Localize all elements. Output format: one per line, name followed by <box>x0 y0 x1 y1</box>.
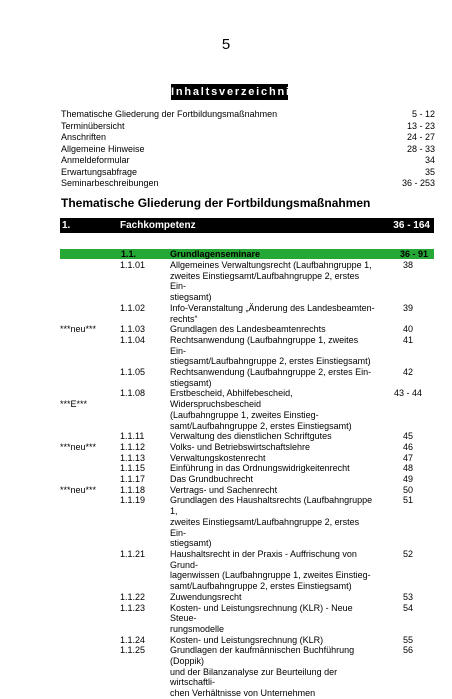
toc-entry-label: Anschriften <box>61 132 107 142</box>
course-title: Allgemeines Verwaltungsrecht (Laufbahngruppe 1, zweites Einstiegsamt/Laufbahngruppe 2, erstes Ein- stiegsamt) <box>170 260 372 303</box>
course-pages: 42 <box>402 367 413 378</box>
course-number: 1.1.23 <box>120 602 146 613</box>
course-title: Grundlagen der kaufmännischen Buchführung (Doppik) und der Bilanzanalyse zur Beurteilung der wirtschaftli- chen Verhältnisse von Unternehmen <box>170 645 355 699</box>
course-row[interactable] <box>60 463 434 474</box>
toc-entry-label: Allgemeine Hinweise <box>61 143 145 154</box>
course-title: Erstbescheid, Abhilfebescheid, Widerspruchsbescheid (Laufbahngruppe 1, zweites Einstieg- samt/Laufbahngruppe 2, erstes Einstiegsamt) <box>170 388 352 431</box>
toc-entry-label: Thematische Gliederung der Fortbildungsmaßnahmen <box>61 109 278 119</box>
course-title: Verwaltungskostenrecht <box>170 452 266 463</box>
course-number: 1.1.02 <box>120 302 146 313</box>
course-pages: 48 <box>402 463 413 474</box>
course-list <box>60 260 434 699</box>
course-pages: 43 - 44 <box>393 388 423 399</box>
course-row[interactable] <box>60 388 434 431</box>
course-title: Grundlagen des Haushaltsrechts (Laufbahngruppe 1, zweites Einstiegsamt/Laufbahngruppe 2, erstes Ein- stiegsamt) <box>170 495 373 549</box>
course-title: Einführung in das Ordnungswidrigkeitenrecht <box>170 463 350 474</box>
category-title: Fachkompetenz <box>120 220 196 231</box>
course-number: 1.1.18 <box>120 484 146 495</box>
course-row[interactable] <box>60 645 434 699</box>
page-number: 5 <box>221 36 231 53</box>
course-pages: 51 <box>402 495 413 506</box>
toc-entry-pages: 5 - 12 <box>411 109 435 119</box>
course-number: 1.1.15 <box>120 463 146 474</box>
course-pages: 55 <box>402 634 413 645</box>
course-row[interactable] <box>60 485 434 496</box>
toc-entry-label: Terminübersicht <box>61 120 125 131</box>
course-pages: 45 <box>402 431 413 442</box>
course-tag: ***neu*** <box>60 441 97 452</box>
toc-entry[interactable] <box>61 167 435 179</box>
course-number: 1.1.25 <box>120 645 146 656</box>
course-row[interactable] <box>60 549 434 592</box>
course-title: Zuwendungsrecht <box>170 591 242 602</box>
course-tag: ***neu*** <box>60 324 97 335</box>
course-title: Verwaltung des dienstlichen Schriftgutes <box>170 431 332 442</box>
course-title: Volks- und Betriebswirtschaftslehre <box>170 441 311 452</box>
course-pages: 56 <box>402 645 413 656</box>
course-number: 1.1.11 <box>120 431 145 442</box>
toc-entry-pages: 36 - 253 <box>401 178 435 188</box>
course-pages: 52 <box>402 548 413 559</box>
course-title: Rechtsanwendung (Laufbahngruppe 1, zweites Ein- stiegsamt/Laufbahngruppe 2, erstes Einstiegsamt) <box>170 334 371 367</box>
course-pages: 38 <box>402 260 413 270</box>
course-number: 1.1.22 <box>120 591 146 602</box>
toc-entry-label: Erwartungsabfrage <box>61 166 138 177</box>
course-title: Grundlagen des Landesbeamtenrechts <box>170 324 326 335</box>
course-row[interactable] <box>60 592 434 603</box>
group-title: Grundlagenseminare <box>170 249 261 259</box>
course-number: 1.1.05 <box>120 367 146 378</box>
toc-entry[interactable] <box>61 121 435 133</box>
course-number: 1.1.24 <box>120 634 146 645</box>
course-pages: 53 <box>402 591 413 602</box>
course-tag: ***neu*** <box>60 484 97 495</box>
course-row[interactable] <box>60 474 434 485</box>
toc-entry-pages: 24 - 27 <box>406 132 435 142</box>
course-pages: 46 <box>402 441 413 452</box>
category-number: 1. <box>62 220 71 231</box>
course-pages: 50 <box>402 484 413 495</box>
toc-entry[interactable] <box>61 144 435 156</box>
course-row[interactable] <box>60 431 434 442</box>
group-number: 1.1. <box>121 249 137 259</box>
course-row[interactable] <box>60 442 434 453</box>
course-title: Vertrags- und Sachenrecht <box>170 484 278 495</box>
toc-entry-pages: 13 - 23 <box>406 120 435 131</box>
group-bar <box>60 249 434 259</box>
course-number: 1.1.04 <box>120 334 146 345</box>
course-pages: 39 <box>402 302 413 313</box>
course-title: Info-Veranstaltung „Änderung des Landesbeamten- rechts“ <box>170 302 375 324</box>
toc-entry[interactable] <box>61 132 435 144</box>
toc-entry-pages: 35 <box>424 166 435 177</box>
group-pages: 36 - 91 <box>399 249 428 259</box>
course-number: 1.1.19 <box>120 495 146 506</box>
course-pages: 49 <box>402 474 413 485</box>
course-number: 1.1.08 <box>120 388 146 399</box>
course-row[interactable] <box>60 335 434 367</box>
toc-entry[interactable] <box>61 178 435 190</box>
toc-entry[interactable] <box>61 155 435 167</box>
course-pages: 54 <box>402 602 413 613</box>
category-pages: 36 - 164 <box>393 220 430 231</box>
toc-entry-pages: 34 <box>424 155 435 165</box>
course-title: Kosten- und Leistungsrechnung (KLR) - Neue Steue- rungsmodelle <box>170 602 353 634</box>
course-tag: ***E*** <box>60 399 88 410</box>
section-heading: Thematische Gliederung der Fortbildungsmaßnahmen <box>61 196 371 210</box>
course-number: 1.1.01 <box>120 260 146 270</box>
toc-entry[interactable] <box>61 109 435 121</box>
toc-entry-label: Anmeldeformular <box>61 155 130 165</box>
course-number: 1.1.17 <box>120 474 146 485</box>
toc-list <box>61 109 435 190</box>
course-row[interactable] <box>60 603 434 635</box>
course-title: Kosten- und Leistungsrechnung (KLR) <box>170 634 324 645</box>
course-number: 1.1.21 <box>120 548 146 559</box>
course-number: 1.1.13 <box>120 452 146 463</box>
course-row[interactable] <box>60 303 434 324</box>
course-row[interactable] <box>60 495 434 549</box>
toc-entry-label: Seminarbeschreibungen <box>61 178 159 188</box>
course-row[interactable] <box>60 453 434 464</box>
course-row[interactable] <box>60 367 434 388</box>
course-number: 1.1.12 <box>120 441 146 452</box>
toc-title: Inhaltsverzeichnis <box>171 86 299 98</box>
course-pages: 40 <box>402 324 413 335</box>
course-row[interactable] <box>60 324 434 335</box>
course-title: Haushaltsrecht in der Praxis - Auffrischung von Grund- lagenwissen (Laufbahngruppe 1, zweites Einstieg- samt/Laufbahngruppe 2, erstes Einstiegsamt) <box>170 548 371 592</box>
toc-entry-pages: 28 - 33 <box>406 143 435 154</box>
course-pages: 41 <box>402 334 413 345</box>
category-bar <box>60 218 434 233</box>
course-row[interactable] <box>60 260 434 303</box>
course-title: Rechtsanwendung (Laufbahngruppe 2, erstes Ein- stiegsamt) <box>170 367 372 388</box>
course-title: Das Grundbuchrecht <box>170 474 254 485</box>
course-number: 1.1.03 <box>120 324 146 335</box>
course-pages: 47 <box>402 452 413 463</box>
